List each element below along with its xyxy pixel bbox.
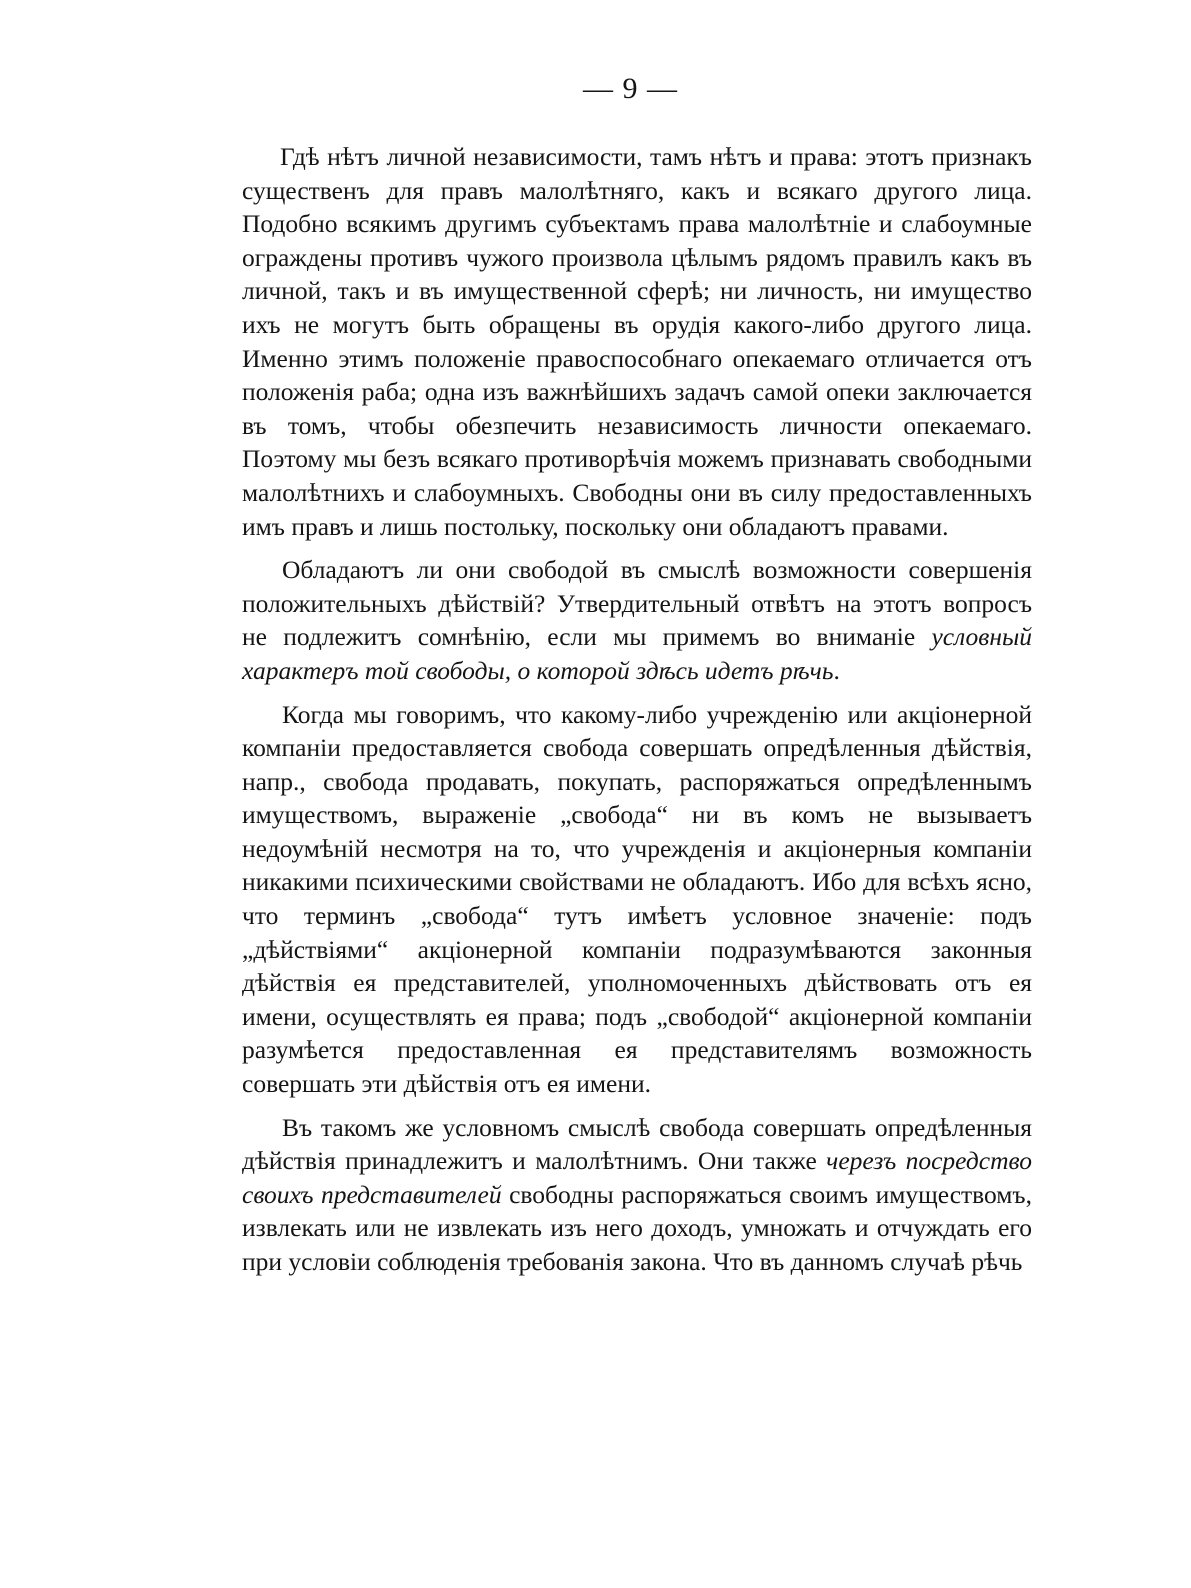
paragraph-2 — [242, 553, 1032, 687]
paragraph-1 — [242, 140, 1032, 543]
body-text — [242, 140, 1032, 1289]
italic-emphasis: условный характеръ той свободы, о которой здѣсь идетъ рѣчь — [242, 622, 1032, 685]
italic-emphasis: черезъ посредство своихъ представителей — [242, 1146, 1032, 1209]
paragraph-text: Обладаютъ ли они свободой въ смыслѣ возможности совершенія положительныхъ дѣйствій? Утвердительный отвѣтъ на этотъ вопросъ не подлежитъ сомнѣнію, если мы примемъ во вниманіе — [242, 555, 1032, 652]
paragraph-text: Когда мы говоримъ, что какому-либо учрежденію или акціонерной компаніи предоставляется свобода совершать опредѣленныя дѣйствія, напр., свобода продавать, покупать, распоряжаться опредѣленнымъ имуществомъ, выраженіе „свобода“ ни въ комъ не вызываетъ недоумѣній несмотря на то, что учрежденія и акціонерныя компаніи никакими психическими свойствами не обладаютъ. Ибо для всѣхъ ясно, что терминъ „свобода“ тутъ имѣетъ условное значеніе: подъ „дѣйствіями“ акціонерной компаніи подразумѣваются законныя дѣйствія ея представителей, уполномоченныхъ дѣйствовать отъ ея имени, осуществлять ея права; подъ „свободой“ акціонерной компаніи разумѣется предоставленная ея представителямъ возможность совершать эти дѣйствія отъ ея имени. — [242, 699, 1032, 1099]
paragraph-text: . — [833, 655, 840, 685]
page-number: — 9 — — [583, 72, 678, 105]
paragraph-text: Въ такомъ же условномъ смыслѣ свобода совершать опредѣленныя дѣйствія принадлежитъ и малолѣтнимъ. Они также — [242, 1112, 1032, 1176]
paragraph-text: свободны распоряжаться своимъ имуществомъ, извлекать или не извлекать изъ него доходъ, умножать и отчуждать его при условіи соблюденія требованія закона. Что въ данномъ случаѣ рѣчь — [242, 1179, 1032, 1276]
paragraph-3 — [242, 698, 1032, 1101]
paragraph-text: Гдѣ нѣтъ личной независимости, тамъ нѣтъ и права: этотъ признакъ существенъ для правъ малолѣтняго, какъ и всякаго другого лица. Подобно всякимъ другимъ субъектамъ права малолѣтніе и слабоумные ограждены противъ чужого произвола цѣлымъ рядомъ правилъ какъ въ личной, такъ и въ имущественной сферѣ; ни личность, ни имущество ихъ не могутъ быть обращены въ орудія какого-либо другого лица. Именно этимъ положеніе правоспособнаго опекаемаго отличается отъ положенія раба; одна изъ важнѣйшихъ задачъ самой опеки заключается въ томъ, чтобы обезпечить независимость личности опекаемаго. Поэтому мы безъ всякаго противорѣчія можемъ признавать свободными малолѣтнихъ и слабоумныхъ. Свободны они въ силу предоставленныхъ имъ правъ и лишь постольку, поскольку они обладаютъ правами. — [242, 142, 1032, 541]
paragraph-4 — [242, 1111, 1032, 1279]
